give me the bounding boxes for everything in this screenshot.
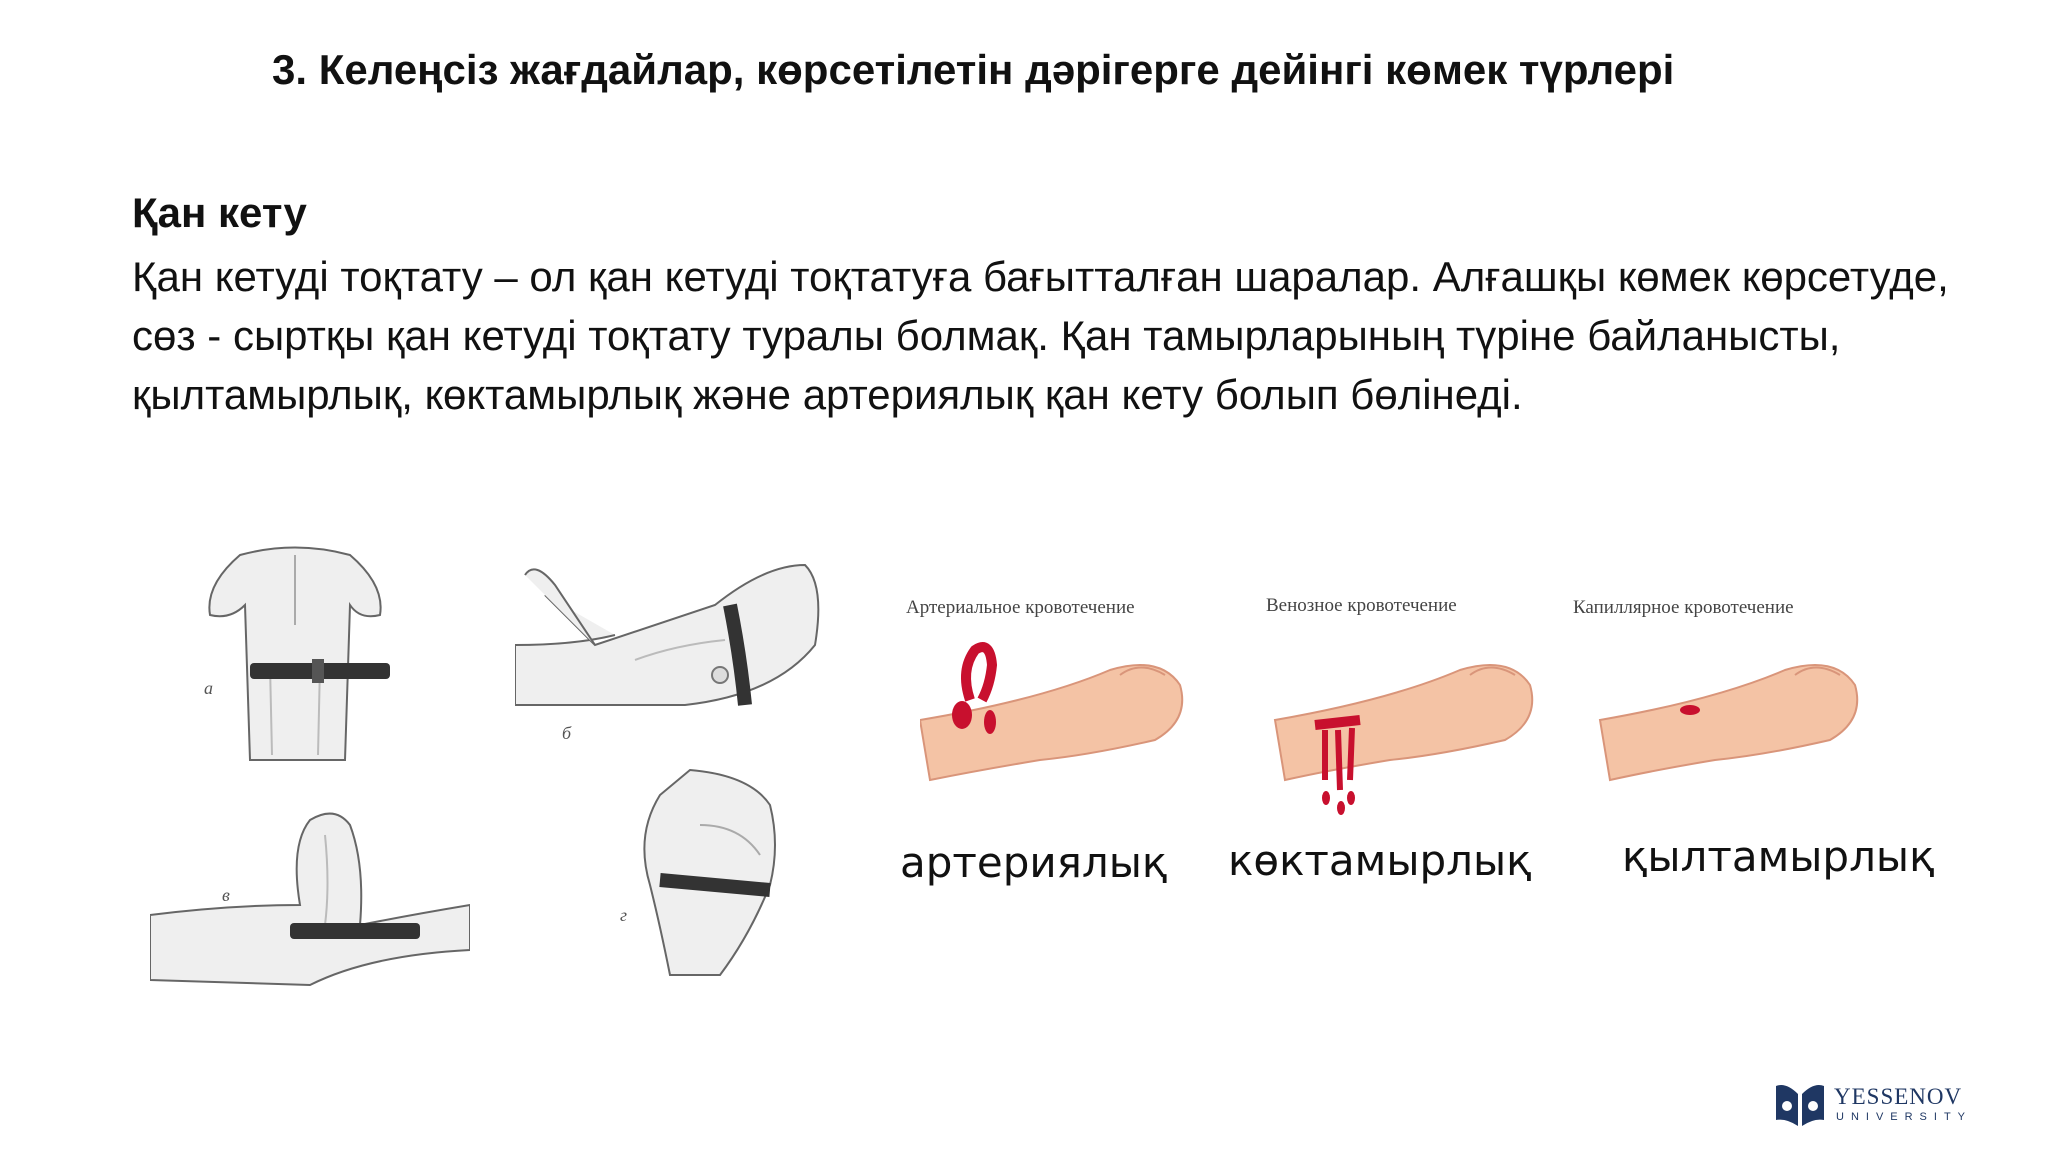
logo-subtitle: UNIVERSITY [1836,1111,1973,1123]
yessenov-logo [1772,1078,2002,1132]
arm-venous-illustration [1270,630,1540,830]
logo-name: YESSENOV [1834,1084,1963,1109]
section-heading: Қан кету [132,189,307,236]
figure-letter-a: а [204,678,213,698]
tourniquet-illustration-b [515,545,855,745]
arm-capillary-illustration [1595,630,1865,790]
tourniquet-illustration-c [150,805,470,990]
tourniquet-illustration-a [180,545,410,765]
wound-title-arterial: Артериальное кровотечение [906,597,1135,618]
university-emblem-icon [1772,1078,1828,1132]
figure-letter-d: г [620,905,628,925]
tourniquet-illustration-d [630,765,790,980]
section-paragraph: Қан кетуді тоқтату – ол қан кетуді тоқтатуға бағытталған шаралар. Алғашқы көмек көрсетуде, сөз - сыртқы қан кетуді тоқтату туралы болмақ. Қан тамырларының түріне байланысты, қылтамырлық, көктамырлық және артериялық қан кету болып бөлінеді. [132,253,1949,418]
caption-venous: көктамырлық [1228,836,1532,885]
slide-title: 3. Келеңсіз жағдайлар, көрсетілетін дәрігерге дейінгі көмек түрлері [272,46,1675,93]
figure-letter-c: в [222,885,230,905]
arm-arterial-illustration [920,630,1190,790]
wound-title-capillary: Капиллярное кровотечение [1573,597,1794,618]
wound-title-venous: Венозное кровотечение [1266,595,1457,616]
figure-letter-b: б [562,723,572,743]
caption-capillary: қылтамырлық [1622,832,1935,881]
caption-arterial: артериялық [900,838,1168,887]
content-block [132,188,1992,425]
